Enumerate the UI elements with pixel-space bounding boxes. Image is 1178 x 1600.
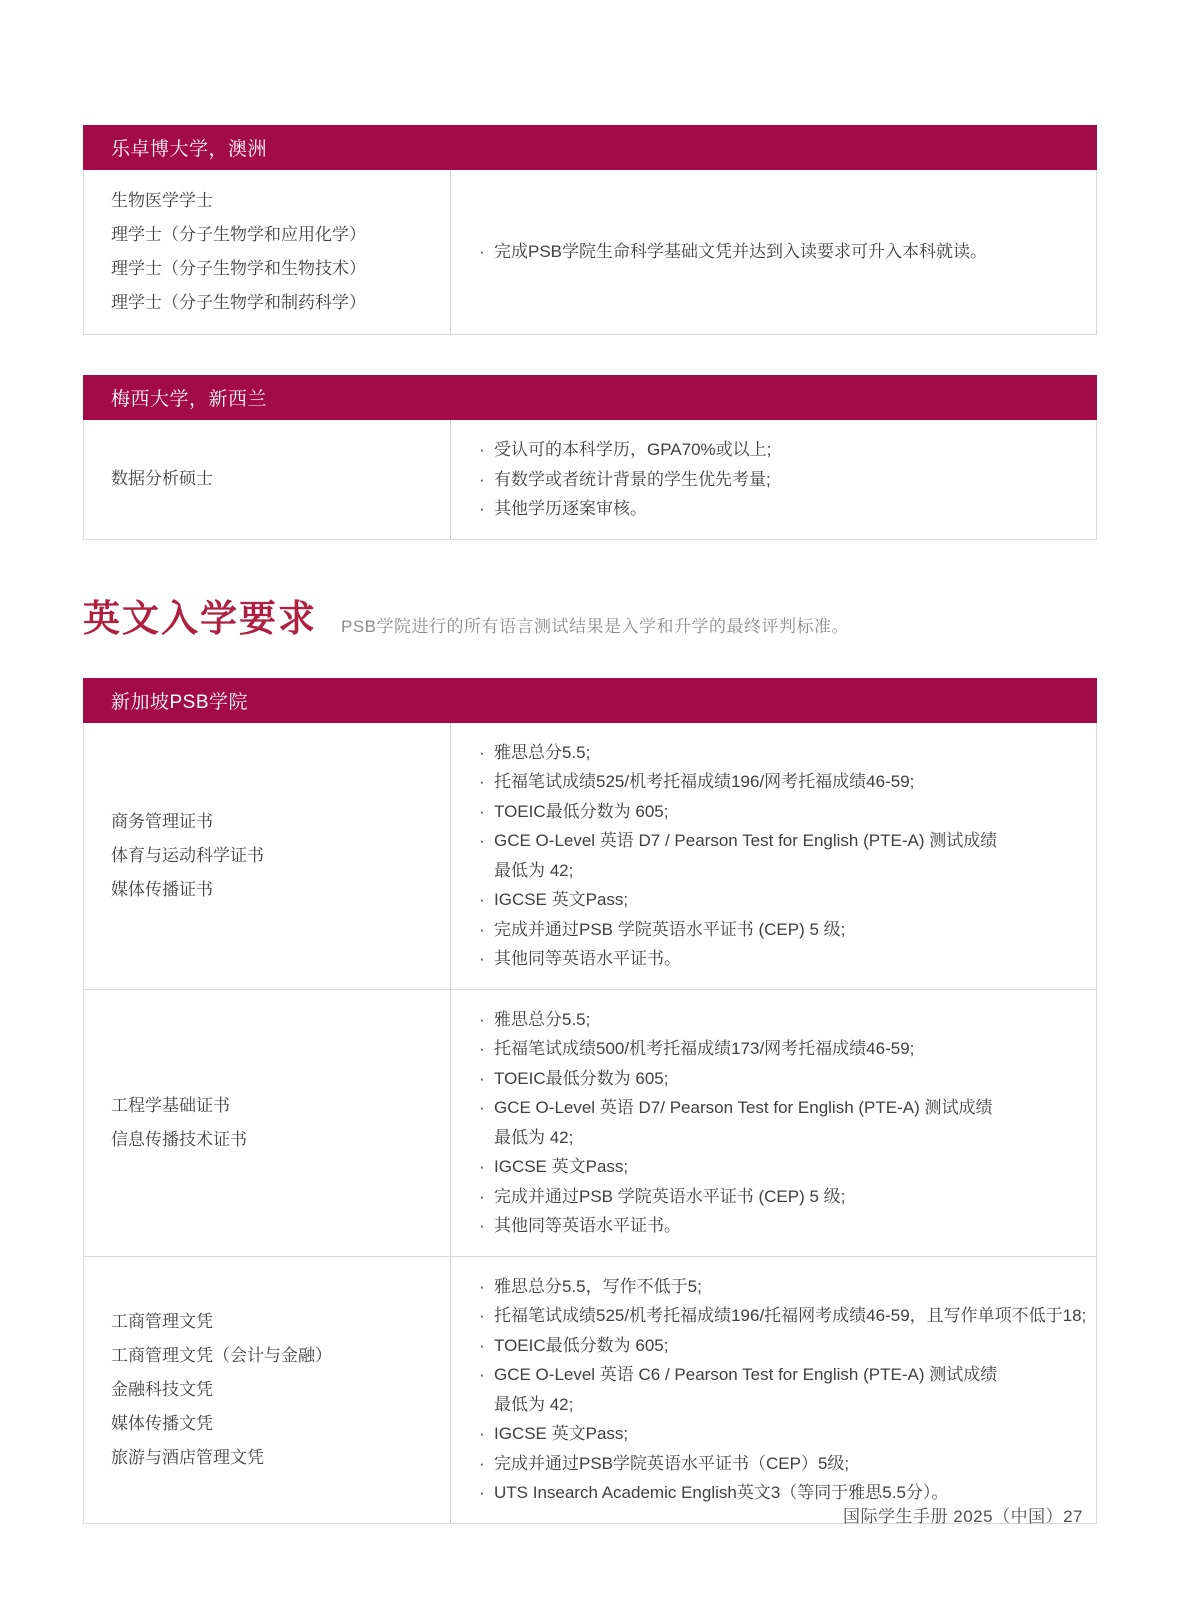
requirement-continuation-line <box>479 856 1072 886</box>
requirement-line <box>479 1449 1086 1479</box>
table-body <box>83 723 1097 1524</box>
bullet-dot-icon: · <box>479 1483 485 1502</box>
requirement-text: 其他学历逐案审核。 <box>494 499 647 518</box>
bullet-dot-icon: · <box>479 919 485 939</box>
section-title: 英文入学要求 <box>83 597 317 639</box>
requirement-continuation-line <box>479 1123 1072 1153</box>
requirement-text: 完成PSB学院生命科学基础文凭并达到入读要求可升入本科就读。 <box>494 242 988 262</box>
requirement-line <box>479 1211 1072 1241</box>
bullet-dot-icon: · <box>479 469 485 489</box>
requirement-line <box>479 435 1072 465</box>
bullet-dot-icon: · <box>479 831 485 850</box>
program-name: 理学士（分子生物学和制药科学） <box>111 293 366 312</box>
table-header-label: 乐卓博大学，澳洲 <box>111 139 268 160</box>
program-name: 数据分析硕士 <box>111 469 213 489</box>
bullet-dot-icon: · <box>479 1157 485 1176</box>
requirement-line <box>479 1331 1086 1361</box>
requirements-cell <box>451 170 1096 334</box>
table-row <box>84 1256 1096 1523</box>
requirement-line <box>479 1272 1086 1302</box>
table-header <box>83 125 1097 170</box>
bullet-dot-icon: · <box>479 1068 485 1088</box>
bullet-dot-icon: · <box>479 499 485 518</box>
program-name: 工商管理文凭 <box>111 1311 213 1331</box>
requirement-text: GCE O-Level 英语 D7/ Pearson Test for English (PTE-A) 测试成绩 <box>494 1098 993 1117</box>
program-name: 生物医学学士 <box>111 191 213 210</box>
requirement-text: 最低为 42; <box>494 1127 574 1147</box>
program-name: 信息传播技术证书 <box>111 1129 247 1149</box>
requirement-text: UTS Insearch Academic English英文3（等同于雅思5.5分）。 <box>494 1483 949 1502</box>
program-name: 工商管理文凭（会计与金融） <box>111 1345 332 1365</box>
bullet-dot-icon: · <box>479 1098 485 1117</box>
requirement-line <box>479 494 1072 524</box>
requirement-text: 其他同等英语水平证书。 <box>494 949 681 968</box>
table-body <box>83 170 1097 335</box>
requirement-text: 完成并通过PSB 学院英语水平证书 (CEP) 5 级; <box>494 1186 846 1206</box>
table-header-label: 新加坡PSB学院 <box>111 691 249 713</box>
requirement-line <box>479 1360 1086 1390</box>
bullet-dot-icon: · <box>479 1039 485 1058</box>
table-header <box>83 678 1097 723</box>
table-row <box>84 989 1096 1256</box>
table-psb-academy <box>83 678 1097 1524</box>
requirement-text: GCE O-Level 英语 C6 / Pearson Test for English (PTE-A) 测试成绩 <box>494 1365 998 1384</box>
requirement-text: 有数学或者统计背景的学生优先考量; <box>494 469 771 489</box>
bullet-dot-icon: · <box>479 1216 485 1235</box>
table-row <box>84 723 1096 989</box>
bullet-dot-icon: · <box>479 440 485 459</box>
requirement-line <box>479 1005 1072 1035</box>
table-massey-university <box>83 375 1097 540</box>
requirement-line <box>479 1182 1072 1212</box>
table-body <box>83 420 1097 540</box>
bullet-dot-icon: · <box>479 890 485 909</box>
programs-cell <box>84 420 451 539</box>
requirements-cell <box>451 723 1096 989</box>
section-subtitle: PSB学院进行的所有语言测试结果是入学和升学的最终评判标准。 <box>341 616 850 636</box>
requirements-cell <box>451 990 1096 1256</box>
requirement-line <box>479 738 1072 768</box>
requirement-line <box>479 1301 1086 1331</box>
bullet-dot-icon: · <box>479 1186 485 1206</box>
requirement-line <box>479 1064 1072 1094</box>
requirement-text: GCE O-Level 英语 D7 / Pearson Test for English (PTE-A) 测试成绩 <box>494 831 998 850</box>
programs-cell <box>84 723 451 989</box>
table-row <box>84 170 1096 334</box>
program-name: 金融科技文凭 <box>111 1379 213 1399</box>
table-header <box>83 375 1097 420</box>
requirement-line <box>479 237 1072 267</box>
requirement-continuation-line <box>479 1390 1086 1420</box>
requirement-text: 托福笔试成绩525/机考托福成绩196/托福网考成绩46-59，且写作单项不低于18; <box>494 1306 1087 1325</box>
bullet-dot-icon: · <box>479 772 485 791</box>
requirement-line <box>479 797 1072 827</box>
requirement-text: 完成并通过PSB 学院英语水平证书 (CEP) 5 级; <box>494 919 846 939</box>
requirement-text: 托福笔试成绩500/机考托福成绩173/网考托福成绩46-59; <box>494 1039 915 1058</box>
table-row <box>84 420 1096 539</box>
requirement-text: 完成并通过PSB学院英语水平证书（CEP）5级; <box>494 1453 850 1473</box>
program-name: 工程学基础证书 <box>111 1095 230 1115</box>
program-name: 商务管理证书 <box>111 811 213 831</box>
requirement-text: 托福笔试成绩525/机考托福成绩196/网考托福成绩46-59; <box>494 772 915 791</box>
bullet-dot-icon: · <box>479 1009 485 1029</box>
bullet-dot-icon: · <box>479 1306 485 1325</box>
program-name: 理学士（分子生物学和应用化学） <box>111 225 366 244</box>
section-english-entry-requirements <box>83 588 1178 642</box>
bullet-dot-icon: · <box>479 1335 485 1355</box>
requirement-text: TOEIC最低分数为 605; <box>494 1335 669 1355</box>
program-name: 体育与运动科学证书 <box>111 845 264 865</box>
bullet-dot-icon: · <box>479 1424 485 1443</box>
table-header-label: 梅西大学，新西兰 <box>111 389 268 410</box>
requirement-line <box>479 1152 1072 1182</box>
requirement-line <box>479 944 1072 974</box>
requirement-line <box>479 826 1072 856</box>
programs-cell <box>84 990 451 1256</box>
requirement-text: 雅思总分5.5; <box>494 1009 591 1029</box>
requirement-line <box>479 1034 1072 1064</box>
requirement-text: TOEIC最低分数为 605; <box>494 1068 669 1088</box>
program-name: 理学士（分子生物学和生物技术） <box>111 259 366 278</box>
requirement-text: 最低为 42; <box>494 860 574 880</box>
requirement-text: IGCSE 英文Pass; <box>494 1424 629 1443</box>
bullet-dot-icon: · <box>479 1453 485 1473</box>
requirement-line <box>479 885 1072 915</box>
requirement-line <box>479 915 1072 945</box>
program-name: 媒体传播文凭 <box>111 1413 213 1433</box>
requirement-text: 其他同等英语水平证书。 <box>494 1216 681 1235</box>
table-latrobe-university <box>83 125 1097 335</box>
programs-cell <box>84 170 451 334</box>
requirement-text: IGCSE 英文Pass; <box>494 890 629 909</box>
requirement-text: 雅思总分5.5，写作不低于5; <box>494 1276 702 1296</box>
bullet-dot-icon: · <box>479 242 485 262</box>
requirement-text: 雅思总分5.5; <box>494 742 591 762</box>
bullet-dot-icon: · <box>479 1365 485 1384</box>
requirement-line <box>479 767 1072 797</box>
requirement-line <box>479 1419 1086 1449</box>
requirement-text: IGCSE 英文Pass; <box>494 1157 629 1176</box>
requirement-text: 最低为 42; <box>494 1394 574 1414</box>
requirement-line <box>479 465 1072 495</box>
bullet-dot-icon: · <box>479 949 485 968</box>
bullet-dot-icon: · <box>479 801 485 821</box>
program-name: 旅游与酒店管理文凭 <box>111 1447 264 1467</box>
programs-cell <box>84 1257 451 1523</box>
bullet-dot-icon: · <box>479 742 485 762</box>
requirement-text: 受认可的本科学历，GPA70%或以上; <box>494 440 772 459</box>
page-footer: 国际学生手册 2025（中国）27 <box>843 1507 1083 1526</box>
bullet-dot-icon: · <box>479 1276 485 1296</box>
requirement-line <box>479 1093 1072 1123</box>
requirements-cell <box>451 420 1096 539</box>
requirement-text: TOEIC最低分数为 605; <box>494 801 669 821</box>
program-name: 媒体传播证书 <box>111 879 213 899</box>
requirements-cell <box>451 1257 1110 1523</box>
